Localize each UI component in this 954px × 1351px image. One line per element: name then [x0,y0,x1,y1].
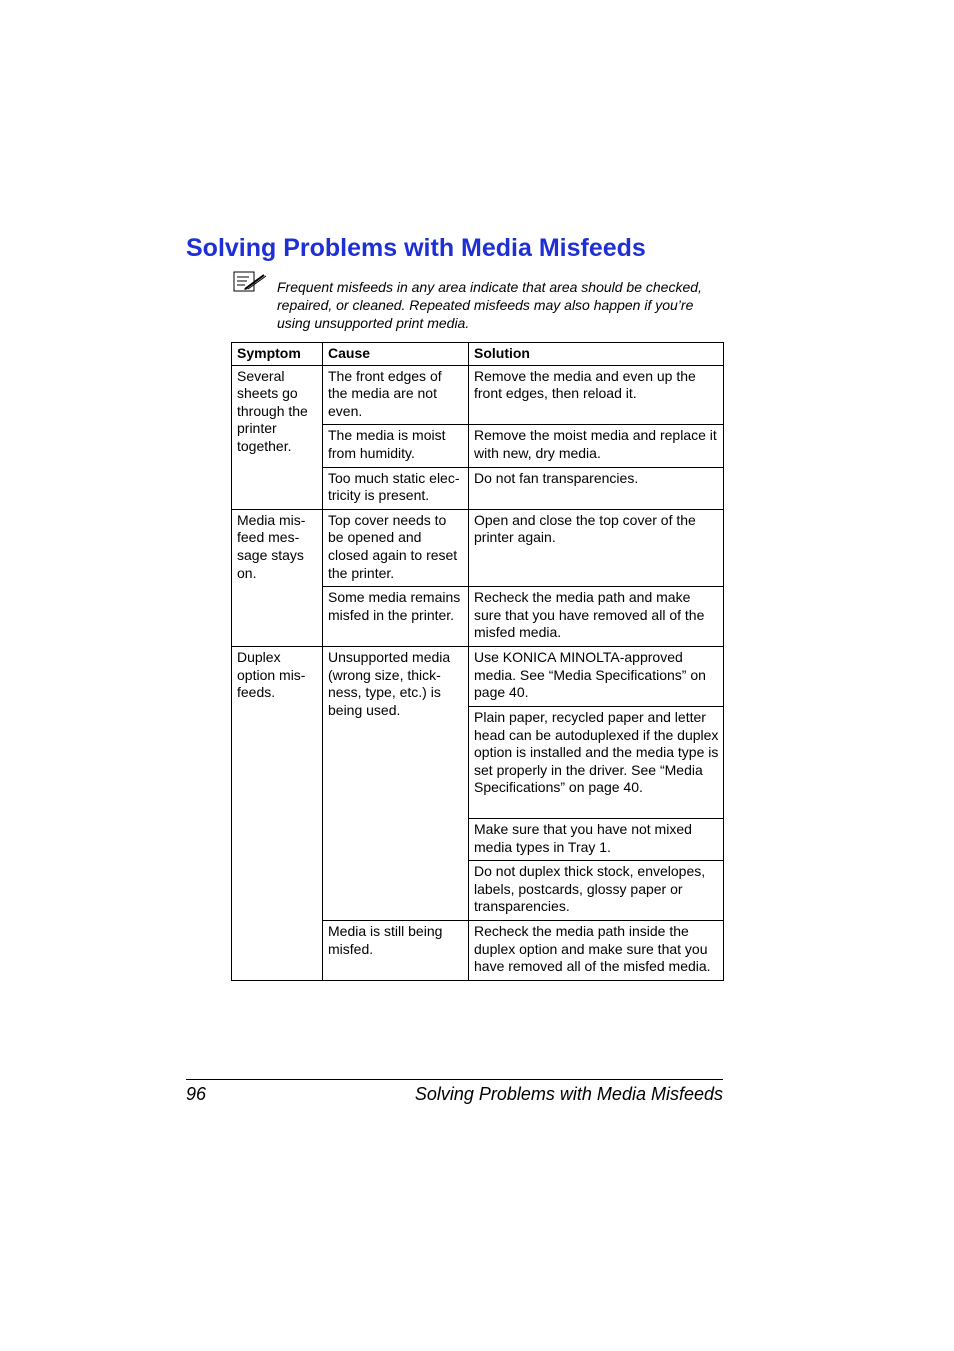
cause-cell: Some media remains misfed in the printer. [323,587,469,647]
misfeed-table [231,342,724,981]
symptom-cell: Duplex option mis-feeds. [232,646,323,980]
solution-cell: Remove the moist media and replace it with new, dry media. [469,425,724,467]
cause-cell: Unsupported media (wrong size, thick-ness, type, etc.) is being used. [323,646,469,920]
solution-cell: Recheck the media path inside the duplex option and make sure that you have removed all of the misfed media. [469,921,724,981]
note-text: Frequent misfeeds in any area indicate that area should be checked, repaired, or cleaned. Repeated misfeeds may also happen if you’re using unsupported print media. [277,279,702,331]
table-row [232,509,724,586]
solution-cell: Make sure that you have not mixed media types in Tray 1. [469,818,724,860]
solution-cell: Do not duplex thick stock, envelopes, labels, postcards, glossy paper or transparencies. [469,861,724,921]
symptom-cell: Media mis-feed mes-sage stays on. [232,509,323,646]
solution-cell: Use KONICA MINOLTA-approved media. See “Media Specifications” on page 40. [469,646,724,706]
page-number: 96 [186,1084,207,1104]
table-row [232,646,724,706]
solution-cell: Recheck the media path and make sure that you have removed all of the misfed media. [469,587,724,647]
table-header-row [232,343,724,366]
table-row [232,365,724,425]
solution-cell: Remove the media and even up the front edges, then reload it. [469,365,724,425]
solution-cell: Do not fan transparencies. [469,467,724,509]
page-title: Solving Problems with Media Misfeeds [186,234,646,262]
note-pencil-icon [233,271,267,293]
symptom-cell: Several sheets go through the printer together. [232,365,323,509]
cause-cell: Top cover needs to be opened and closed again to reset the printer. [323,509,469,586]
header-symptom: Symptom [232,343,323,366]
cause-cell: The media is moist from humidity. [323,425,469,467]
footer-divider [186,1079,723,1080]
solution-cell: Plain paper, recycled paper and letter head can be autoduplexed if the duplex option is installed and the media type is set properly in the driver. See “Media Specifications” on page 40. [469,706,724,818]
cause-cell: Too much static elec-tricity is present. [323,467,469,509]
header-cause: Cause [323,343,469,366]
solution-cell: Open and close the top cover of the printer again. [469,509,724,586]
footer-section-title: Solving Problems with Media Misfeeds [414,1084,723,1104]
cause-cell: The front edges of the media are not even. [323,365,469,425]
header-solution: Solution [469,343,724,366]
cause-cell: Media is still being misfed. [323,921,469,981]
